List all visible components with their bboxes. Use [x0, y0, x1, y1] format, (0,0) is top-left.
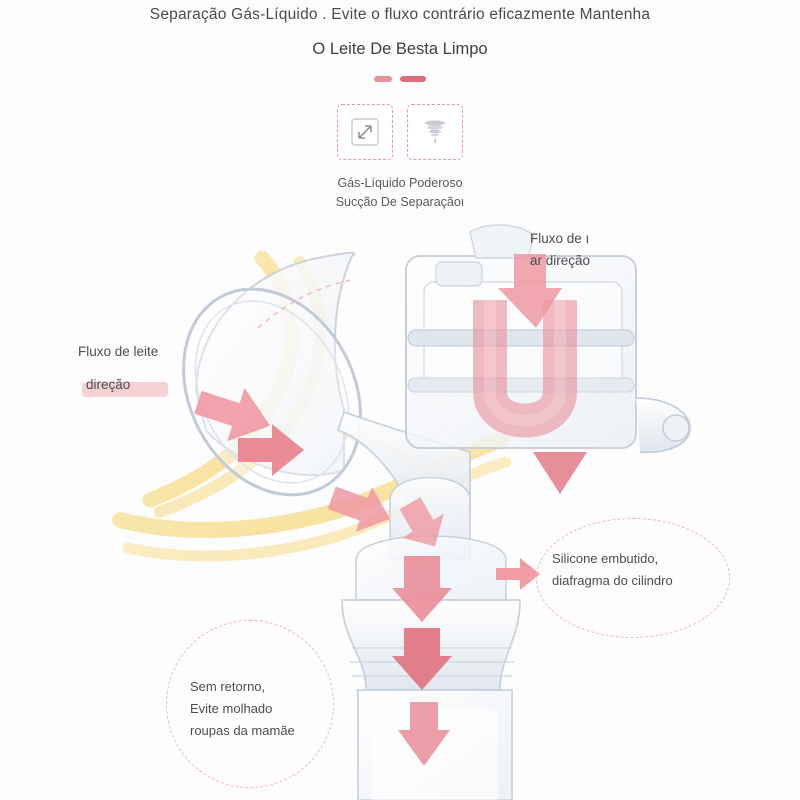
- headline-primary: Separação Gás-Líquido . Evite o fluxo contrário eficazmente Mantenha: [149, 6, 651, 23]
- annotation-air-flow-line2: ar direção: [530, 253, 591, 268]
- annotation-no-return-line2: Evite molhado: [190, 701, 273, 716]
- annotation-milk-flow-line2: direção: [86, 377, 131, 392]
- annotation-milk-flow: [78, 341, 158, 363]
- annotation-air-flow: [530, 228, 590, 272]
- headline-secondary: O Leite De Besta Limpo: [312, 40, 488, 58]
- annotation-silicone: [552, 548, 673, 592]
- annotation-milk-flow-line2-wrap: [86, 374, 130, 396]
- annotation-silicone-line1: Silicone embutido,: [552, 551, 659, 566]
- annotation-no-return-line3: roupas da mamãe: [190, 723, 295, 738]
- annotation-silicone-line2: diafragma do cilindro: [552, 573, 673, 588]
- feature-caption-line1: Gás-Líquido Poderoso: [337, 176, 463, 190]
- annotation-no-return: [190, 676, 295, 742]
- annotation-milk-flow-line1: Fluxo de leite: [78, 344, 159, 359]
- annotation-no-return-line1: Sem retorno,: [190, 679, 266, 694]
- annotation-air-flow-line1: Fluxo de ı: [530, 231, 590, 246]
- feature-caption-line2: Sucção De Separaçãoı: [335, 195, 465, 209]
